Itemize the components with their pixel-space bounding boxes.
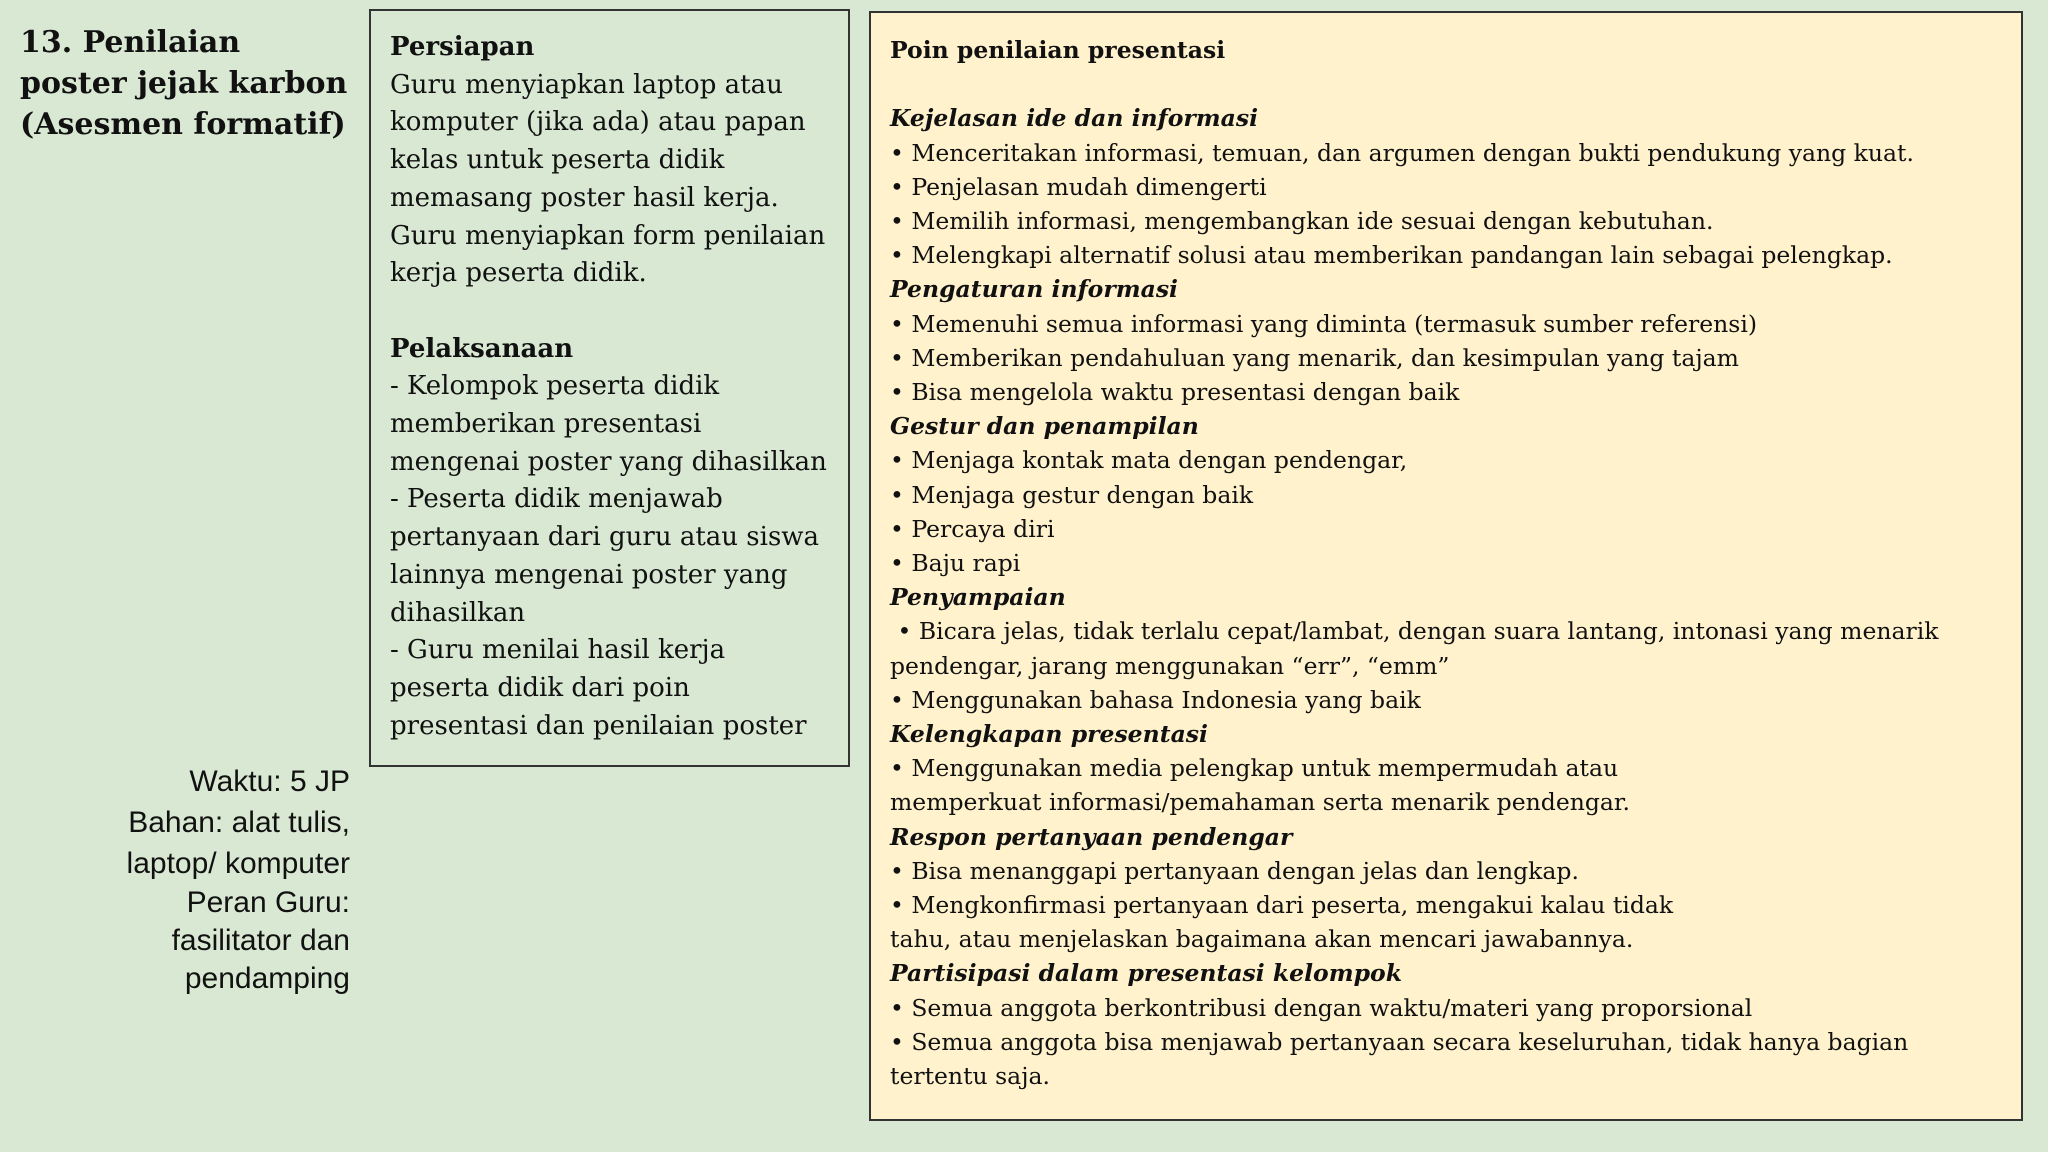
meta-peran-line2: fasilitator dan — [171, 924, 350, 957]
section-item: • Bisa menanggapi pertanyaan dengan jelas dan lengkap. — [890, 856, 1579, 885]
meta-waktu: Waktu: 5 JP — [189, 765, 350, 798]
section-item: • Memenuhi semua informasi yang diminta (termasuk sumber referensi) — [890, 309, 1758, 338]
section-title: Pengaturan informasi — [890, 275, 1178, 304]
pelaksanaan-heading: Pelaksanaan — [390, 333, 574, 364]
section-item: • Menjaga kontak mata dengan pendengar, — [890, 446, 1408, 475]
section-item: • Semua anggota bisa menjawab pertanyaan secara keseluruhan, tidak hanya bagian tertentu saja. — [890, 1027, 1916, 1091]
section-title: Kelengkapan presentasi — [890, 720, 1208, 749]
section-title: Gestur dan penampilan — [890, 412, 1199, 441]
section-item: • Menceritakan informasi, temuan, dan argumen dengan bukti pendukung yang kuat. — [890, 138, 1914, 167]
section-item: • Memilih informasi, mengembangkan ide sesuai dengan kebutuhan. — [890, 207, 1714, 235]
persiapan-heading: Persiapan — [390, 32, 535, 62]
section-item: • Menjaga gestur dengan baik — [890, 480, 1254, 509]
procedure-box — [369, 9, 850, 767]
section-item: • Mengkonfirmasi pertanyaan dari peserta, mengakui kalau tidak tahu, atau menjelaskan bagaimana akan mencari jawabannya. — [890, 891, 1674, 954]
section-title: Penyampaian — [890, 583, 1066, 612]
poin-heading: Poin penilaian presentasi — [890, 36, 1226, 64]
section-title: Kejelasan ide dan informasi — [890, 104, 1259, 133]
persiapan-text: Guru menyiapkan laptop atau komputer (jika ada) atau papan kelas untuk peserta didik memasang poster hasil kerja. Guru menyiapkan form penilaian kerja peserta didik. — [390, 69, 826, 289]
section-item: • Menggunakan media pelengkap untuk mempermudah atau memperkuat informasi/pemahaman serta menarik pendengar. — [890, 754, 1631, 817]
activity-meta — [10, 761, 350, 998]
section-title: Respon pertanyaan pendengar — [890, 822, 1293, 851]
section-item: • Menggunakan bahasa Indonesia yang baik — [890, 685, 1421, 714]
section-item: • Percaya diri — [890, 514, 1055, 543]
meta-bahan-line1: Bahan: alat tulis, — [128, 806, 350, 839]
pelaksanaan-item: - Peserta didik menjawab pertanyaan dari guru atau siswa lainnya mengenai poster yang dihasilkan — [390, 484, 820, 628]
section-item: • Memberikan pendahuluan yang menarik, dan kesimpulan yang tajam — [890, 343, 1739, 372]
meta-peran-line3: pendamping — [184, 962, 350, 995]
section-item: • Penjelasan mudah dimengerti — [890, 172, 1267, 201]
section-item: • Melengkapi alternatif solusi atau memberikan pandangan lain sebagai pelengkap. — [890, 241, 1893, 270]
meta-peran-line1: Peran Guru: — [186, 886, 350, 919]
section-item: • Bicara jelas, tidak terlalu cepat/lambat, dengan suara lantang, intonasi yang menarik pendengar, jarang menggunakan “err”, “emm” — [890, 617, 1946, 680]
assessment-points-box — [869, 11, 2023, 1121]
section-item: • Bisa mengelola waktu presentasi dengan baik — [890, 378, 1460, 407]
page-title: 13. Penilaian poster jejak karbon (Asesmen formatif) — [20, 25, 348, 142]
section-title: Partisipasi dalam presentasi kelompok — [890, 959, 1402, 988]
section-item: • Semua anggota berkontribusi dengan waktu/materi yang proporsional — [890, 993, 1753, 1022]
pelaksanaan-item: - Guru menilai hasil kerja peserta didik dari poin presentasi dan penilaian poster — [390, 635, 807, 741]
pelaksanaan-item: - Kelompok peserta didik memberikan presentasi mengenai poster yang dihasilkan — [390, 371, 827, 477]
section-item: • Baju rapi — [890, 549, 1021, 578]
meta-bahan-line2: laptop/ komputer — [126, 847, 350, 880]
